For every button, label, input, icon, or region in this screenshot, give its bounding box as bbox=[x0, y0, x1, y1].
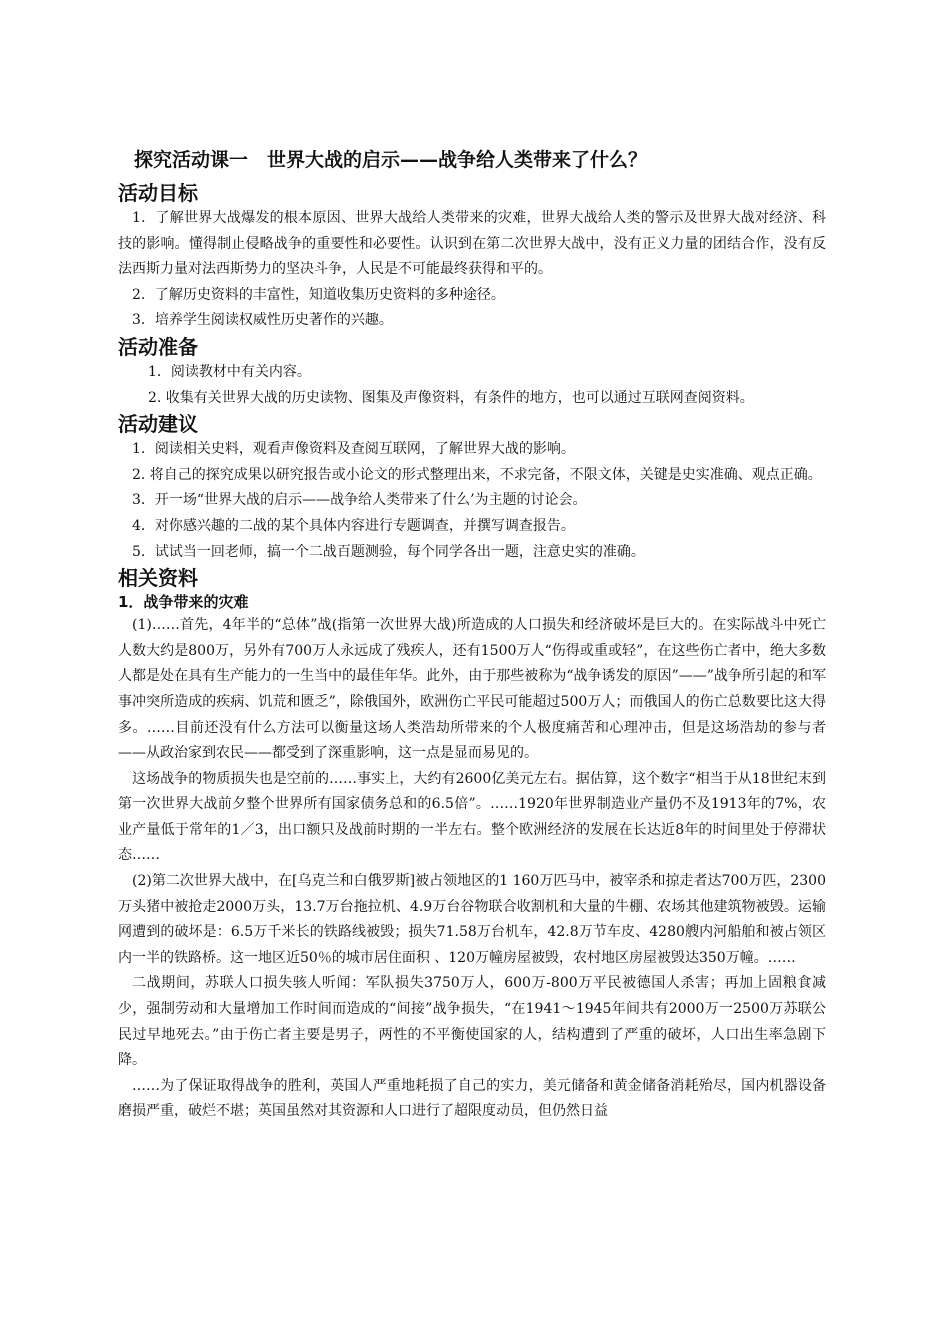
preparation-item: 2. 收集有关世界大战的历史读物、图集及声像资料，有条件的地方，也可以通过互联网查阅资料。 bbox=[148, 389, 754, 406]
objective-item: 2．了解历史资料的丰富性，知道收集历史资料的多种途径。 bbox=[132, 286, 505, 303]
suggestion-item: 4．对你感兴趣的二战的某个具体内容进行专题调查，并撰写调查报告。 bbox=[132, 517, 575, 534]
material-paragraph: 这场战争的物质损失也是空前的……事实上，大约有2600亿美元左右。据估算，这个数字“相当于从18世纪末到第一次世界大战前夕整个世界所有国家债务总和的6.5倍”。……1920年世界制造业产量仍不及1913年的7%，农业产量低于常年的1／3，出口额只及战前时期的一半左右。整个欧洲经济的发展在长达近8年的时间里处于停滞状态…… bbox=[118, 770, 826, 864]
subheading-war-disasters: 1．战争带来的灾难 bbox=[118, 593, 249, 612]
material-paragraph: (2)第二次世界大战中，在[乌克兰和白俄罗斯]被占领地区的1 160万匹马中，被宰杀和掠走者达700万匹，2300万头猪中被抢走2000万头，13.7万台拖拉机、4.9万台谷物联合收割机和大量的牛棚、农场其他建筑物被毁。运输网遭到的破坏是：6.5万千米长的铁路线被毁；损失71.58万台机车，42.8万节车皮、4280艘内河船舶和被占领区内一半的铁路桥。这一地区近50％的城市居住面积 、120万幢房屋被毁，农村地区房屋被毁达350万幢。…… bbox=[118, 873, 826, 966]
objective-item: 1．了解世界大战爆发的根本原因、世界大战给人类带来的灾难，世界大战给人类的警示及世界大战对经济、科技的影响。懂得制止侵略战争的重要性和必要性。认识到在第二次世界大战中，没有正义力量的团结合作，没有反法西斯力量对法西斯势力的坚决斗争，人民是不可能最终获得和平的。 bbox=[118, 210, 826, 278]
material-paragraph: (1)……首先，4年半的“总体”战(指第一次世界大战)所造成的人口损失和经济破坏是巨大的。在实际战斗中死亡人数大约是800万，另外有700万人永远成了残疾人，还有1500万人“伤得或重或轻”，在这些伤亡者中，绝大多数人都是处在具有生产能力的一生当中的最佳年华。此外，由于那些被称为“战争诱发的原因”——”战争所引起的和军事冲突所造成的疾病、饥荒和匮乏”，除俄国外，欧洲伤亡平民可能超过500万人；而俄国人的伤亡总数要比这大得多。……目前还没有什么方法可以衡量这场人类浩劫所带来的个人极度痛苦和心理冲击，但是这场浩劫的参与者——从政治家到农民——都受到了深重影响，这一点是显而易见的。 bbox=[118, 617, 826, 762]
heading-objectives: 活动目标 bbox=[118, 181, 198, 205]
heading-materials: 相关资料 bbox=[118, 566, 198, 591]
suggestion-item: 5．试试当一回老师，搞一个二战百题测验，每个同学各出一题，注意史实的准确。 bbox=[132, 543, 645, 560]
objective-item: 3．培养学生阅读权威性历史著作的兴趣。 bbox=[132, 312, 393, 329]
heading-preparation: 活动准备 bbox=[118, 334, 198, 359]
material-paragraph: ……为了保证取得战争的胜利，英国人严重地耗损了自己的实力，美元储备和黄金储备消耗殆尽，国内机器设备磨损严重，破烂不堪；英国虽然对其资源和人口进行了超限度动员，但仍然日益 bbox=[118, 1077, 826, 1120]
document-page bbox=[118, 146, 826, 1125]
suggestion-item: 1．阅读相关史料，观看声像资料及查阅互联网，了解世界大战的影响。 bbox=[132, 441, 575, 458]
suggestion-item: 2. 将自己的探究成果以研究报告或小论文的形式整理出来，不求完备，不限文体，关键是史实准确、观点正确。 bbox=[132, 466, 822, 483]
material-paragraph: 二战期间，苏联人口损失骇人听闻：军队损失3750万人，600万-800万平民被德国人杀害；再加上固粮食减少，强制劳动和大量增加工作时间而造成的“间接”战争损失，“在1941～1945年间共有2000万一2500万苏联公民过早地死去。”由于伤亡者主要是男子，两性的不平衡使国家的人，结构遭到了严重的破坏，人口出生率急剧下降。 bbox=[118, 975, 826, 1069]
heading-suggestions: 活动建议 bbox=[118, 412, 198, 437]
suggestion-item: 3．开一场“世界大战的启示——战争给人类带来了什么’为主题的讨论会。 bbox=[132, 492, 587, 509]
preparation-item: 1．阅读教材中有关内容。 bbox=[148, 363, 311, 380]
document-title: 探究活动课一 世界大战的启示——战争给人类带来了什么？ bbox=[134, 149, 648, 171]
